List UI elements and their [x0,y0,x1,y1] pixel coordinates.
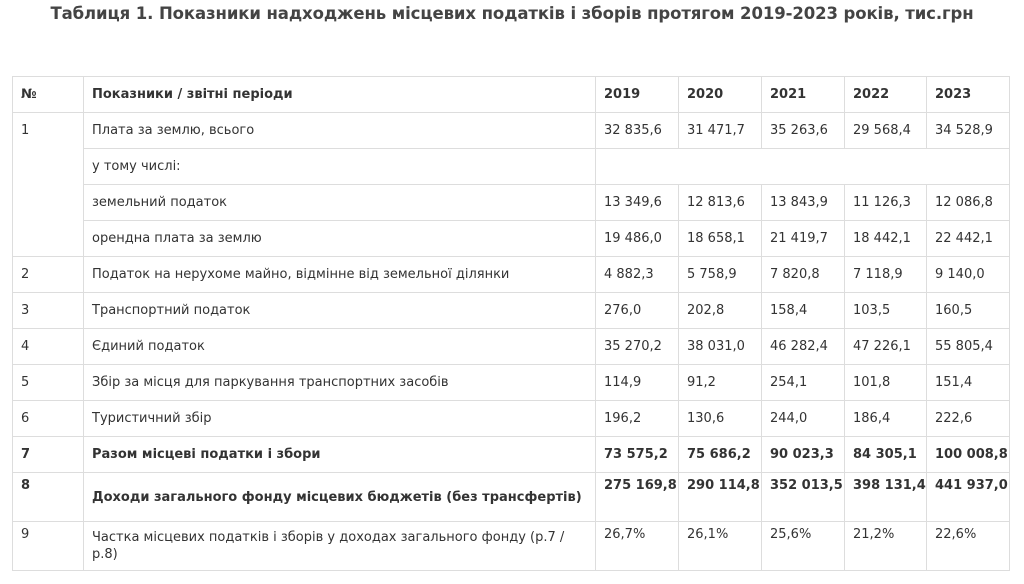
value-cell: 103,5 [845,293,927,329]
value-cell: 254,1 [762,365,845,401]
table-row [13,293,1010,329]
empty-merged-cell [596,149,1010,185]
value-cell: 75 686,2 [679,437,762,473]
value-cell: 196,2 [596,401,679,437]
value-cell: 114,9 [596,365,679,401]
value-cell: 130,6 [679,401,762,437]
header-cell-indicators: Показники / звітні періоди [84,77,596,113]
value-cell: 151,4 [927,365,1010,401]
value-cell: 18 658,1 [679,221,762,257]
value-cell: 32 835,6 [596,113,679,149]
row-label: орендна плата за землю [84,221,596,257]
row-number: 5 [13,365,84,401]
value-cell: 7 820,8 [762,257,845,293]
value-cell: 7 118,9 [845,257,927,293]
table-row-share [13,522,1010,571]
row-label: Податок на нерухоме майно, відмінне від земельної ділянки [84,257,596,293]
value-cell: 31 471,7 [679,113,762,149]
value-cell: 22 442,1 [927,221,1010,257]
value-cell: 160,5 [927,293,1010,329]
row-label: у тому числі: [84,149,596,185]
value-cell: 12 813,6 [679,185,762,221]
value-cell: 91,2 [679,365,762,401]
table-row [13,329,1010,365]
row-label: земельний податок [84,185,596,221]
value-cell: 222,6 [927,401,1010,437]
header-cell-number: № [13,77,84,113]
table-row [13,185,1010,221]
row-label: Транспортний податок [84,293,596,329]
row-number: 4 [13,329,84,365]
row-label: Єдиний податок [84,329,596,365]
value-cell: 13 349,6 [596,185,679,221]
table-row [13,257,1010,293]
value-cell: 398 131,4 [845,473,927,522]
header-cell-2021: 2021 [762,77,845,113]
header-cell-2022: 2022 [845,77,927,113]
value-cell: 352 013,5 [762,473,845,522]
value-cell: 12 086,8 [927,185,1010,221]
row-label: Плата за землю, всього [84,113,596,149]
value-cell: 38 031,0 [679,329,762,365]
value-cell: 18 442,1 [845,221,927,257]
table-header-row [13,77,1010,113]
table-row [13,401,1010,437]
row-label: Збір за місця для паркування транспортних засобів [84,365,596,401]
value-cell: 275 169,8 [596,473,679,522]
local-taxes-table [12,76,1010,571]
row-number: 6 [13,401,84,437]
table-row [13,149,1010,185]
header-cell-2020: 2020 [679,77,762,113]
value-cell: 35 270,2 [596,329,679,365]
row-number: 7 [13,437,84,473]
value-cell: 202,8 [679,293,762,329]
value-cell: 22,6% [927,522,1010,571]
value-cell: 19 486,0 [596,221,679,257]
value-cell: 9 140,0 [927,257,1010,293]
value-cell: 276,0 [596,293,679,329]
value-cell: 55 805,4 [927,329,1010,365]
row-label: Разом місцеві податки і збори [84,437,596,473]
row-number: 3 [13,293,84,329]
value-cell: 29 568,4 [845,113,927,149]
row-label: Доходи загального фонду місцевих бюджетів (без трансфертів) [84,473,596,522]
table-row [13,113,1010,149]
value-cell: 5 758,9 [679,257,762,293]
header-cell-2019: 2019 [596,77,679,113]
value-cell: 84 305,1 [845,437,927,473]
value-cell: 100 008,8 [927,437,1010,473]
value-cell: 101,8 [845,365,927,401]
value-cell: 158,4 [762,293,845,329]
value-cell: 441 937,0 [927,473,1010,522]
row-number: 9 [13,522,84,571]
value-cell: 46 282,4 [762,329,845,365]
value-cell: 26,7% [596,522,679,571]
value-cell: 13 843,9 [762,185,845,221]
value-cell: 26,1% [679,522,762,571]
value-cell: 4 882,3 [596,257,679,293]
row-number: 2 [13,257,84,293]
row-label: Частка місцевих податків і зборів у доходах загального фонду (р.7 / р.8) [84,522,596,571]
value-cell: 11 126,3 [845,185,927,221]
table-row [13,365,1010,401]
value-cell: 47 226,1 [845,329,927,365]
table-row [13,221,1010,257]
value-cell: 21 419,7 [762,221,845,257]
value-cell: 244,0 [762,401,845,437]
value-cell: 35 263,6 [762,113,845,149]
row-number: 1 [13,113,84,257]
value-cell: 25,6% [762,522,845,571]
value-cell: 34 528,9 [927,113,1010,149]
table-title: Таблиця 1. Показники надходжень місцевих податків і зборів протягом 2019-2023 років, тис.грн [50,4,974,23]
row-label: Туристичний збір [84,401,596,437]
value-cell: 21,2% [845,522,927,571]
table-row-revenue [13,473,1010,522]
table-row-total [13,437,1010,473]
value-cell: 90 023,3 [762,437,845,473]
value-cell: 290 114,8 [679,473,762,522]
value-cell: 186,4 [845,401,927,437]
row-number: 8 [13,473,84,522]
value-cell: 73 575,2 [596,437,679,473]
header-cell-2023: 2023 [927,77,1010,113]
